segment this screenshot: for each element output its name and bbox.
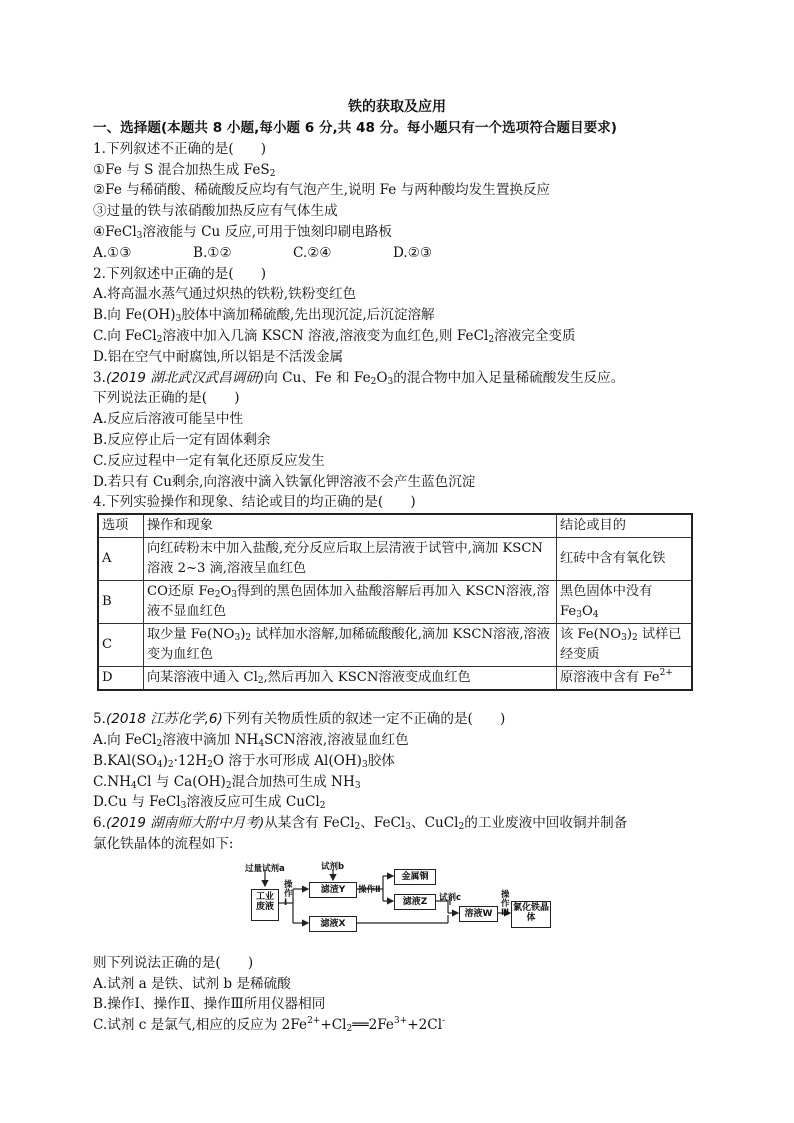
q5-option-c[interactable]: $C.NH_4Cl$ 与 $Ca(OH)_2$混合加热可生成 $NH_3$ <box>93 773 361 791</box>
q4-table <box>97 513 693 691</box>
q5-stem: 5.(2018 江苏化学,6)下列有关物质性质的叙述一定不正确的是( ) <box>93 711 506 728</box>
q3-stem-line2: 下列说法正确的是( ) <box>93 390 240 407</box>
question-list <box>93 118 703 1036</box>
q2-option-b[interactable]: B.向 $Fe(OH)_3$胶体中滴加稀硫酸,先出现沉淀,后沉淀溶解 <box>93 307 435 325</box>
q1-option-d[interactable]: D.②③ <box>393 244 433 261</box>
q4-stem: 4.下列实验操作和现象、结论或目的均正确的是( ) <box>93 494 416 511</box>
q6-source: (2019 湖南师大附中月考) <box>105 815 265 832</box>
label-reagent-a: 过量试剂a <box>245 863 285 874</box>
label-op3: 操作Ⅲ <box>501 889 510 918</box>
row-operation: CO还原 $Fe_2O_3$得到的黑色固体加入盐酸溶解后再加入 KSCN溶液,溶液不显血红色 <box>144 581 557 624</box>
q6-option-c[interactable]: C.试剂 c 是氯气,相应的反应为 $2Fe^{2+}+Cl_2══2Fe^{3+}+2Cl^-$ <box>93 1016 446 1035</box>
table-header-operation: 操作和现象 <box>144 514 557 538</box>
q5-source: (2018 江苏化学,6) <box>105 711 223 728</box>
q3-option-c[interactable]: C.反应过程中一定有氧化还原反应发生 <box>93 452 325 469</box>
q3-option-b[interactable]: B.反应停止后一定有固体剩余 <box>93 431 271 448</box>
table-header-option: 选项 <box>98 514 144 538</box>
q2-stem: 2.下列叙述中正确的是( ) <box>93 265 267 282</box>
node-fecl3-crystal: 氯化铁晶体 <box>511 901 551 928</box>
question-4 <box>93 492 703 691</box>
question-6 <box>93 813 703 1036</box>
row-conclusion: 该 $Fe(NO_3)_2$ 试样已经变质 <box>557 624 693 667</box>
q1-option-b[interactable]: B.①② <box>193 244 232 261</box>
q2-option-c[interactable]: C.向 FeCl$_2$溶液中加入几滴 KSCN 溶液,溶液变为血红色,则 FeCl$_2$溶液完全变质 <box>93 327 576 345</box>
row-operation: 向某溶液中通入 $Cl_2$,然后再加入 KSCN溶液变成血红色 <box>144 667 557 691</box>
question-3 <box>93 368 703 493</box>
q2-option-d[interactable]: D.铝在空气中耐腐蚀,所以铝是不活泼金属 <box>93 348 344 365</box>
q1-statement-4: ④FeCl$_3$溶液能与 Cu 反应,可用于蚀刻印刷电路板 <box>93 223 393 241</box>
node-residue-y: 滤渣Y <box>309 882 357 898</box>
table-row[interactable] <box>98 581 692 624</box>
question-2 <box>93 264 703 368</box>
question-5 <box>93 709 703 813</box>
row-conclusion: 黑色固体中没有 $Fe_3O_4$ <box>557 581 693 624</box>
row-conclusion: 红砖中含有氧化铁 <box>557 538 693 581</box>
row-option: C <box>98 624 144 667</box>
q1-statement-3: ③过量的铁与浓硝酸加热反应有气体生成 <box>93 203 338 220</box>
q2-option-a[interactable]: A.将高温水蒸气通过炽热的铁粉,铁粉变红色 <box>93 286 357 303</box>
q3-option-a[interactable]: A.反应后溶液可能呈中性 <box>93 411 244 428</box>
q5-option-b[interactable]: $B.KAl(SO_4)_2\cdot 12H_2O$ 溶于水可形成 $Al(OH)_3$胶体 <box>93 752 395 770</box>
q1-option-a[interactable]: A.①③ <box>93 244 132 261</box>
node-copper-metal: 金属铜 <box>394 869 436 885</box>
node-solution-w: 溶液W <box>459 906 498 922</box>
table-row[interactable] <box>98 538 692 581</box>
process-flowchart <box>243 859 563 949</box>
table-header-conclusion: 结论或目的 <box>557 514 693 538</box>
row-option: A <box>98 538 144 581</box>
q6-option-b[interactable]: B.操作Ⅰ、操作Ⅱ、操作Ⅲ所用仪器相同 <box>93 996 326 1013</box>
page-title: 铁的获取及应用 <box>348 99 446 115</box>
table-header-row <box>98 514 692 538</box>
q6-stem: 6.(2019 湖南师大附中月考)从某含有 FeCl$_2$、FeCl$_3$、CuCl$_2$的工业废液中回收铜并制备 <box>93 815 628 833</box>
label-reagent-b: 试剂b <box>321 861 345 872</box>
spacer <box>93 691 703 709</box>
row-operation: 取少量 $Fe(NO_3)_2$ 试样加水溶解,加稀硫酸酸化,滴加 KSCN溶液,溶液变为血红色 <box>144 624 557 667</box>
q6-question: 则下列说法正确的是( ) <box>93 954 254 971</box>
q1-statement-2: ②Fe 与稀硝酸、稀硫酸反应均有气泡产生,说明 Fe 与两种酸均发生置换反应 <box>93 182 551 199</box>
q5-option-d[interactable]: D.Cu 与 FeCl$_3$溶液反应可生成 CuCl$_2$ <box>93 794 326 812</box>
q3-option-d[interactable]: D.若只有 Cu剩余,向溶液中滴入铁氰化钾溶液不会产生蓝色沉淀 <box>93 473 476 490</box>
q3-source: (2019 湖北武汉武昌调研) <box>105 369 265 386</box>
row-option: B <box>98 581 144 624</box>
label-op2: 操作Ⅱ <box>358 884 381 895</box>
table-row[interactable] <box>98 667 692 691</box>
question-1 <box>93 139 703 264</box>
row-option: D <box>98 667 144 691</box>
node-filtrate-z: 滤液Z <box>394 894 436 910</box>
q6-option-a[interactable]: A.试剂 a 是铁、试剂 b 是稀硫酸 <box>93 975 291 992</box>
q1-option-c[interactable]: C.②④ <box>293 244 332 261</box>
node-filtrate-x: 滤液X <box>309 916 357 932</box>
label-reagent-c: 试剂c <box>439 892 462 903</box>
q6-stem-line2: 氯化铁晶体的流程如下: <box>93 835 234 852</box>
q1-stem: 1.下列叙述不正确的是( ) <box>93 140 267 157</box>
q1-statement-1: ①Fe 与 S 混合加热生成 FeS$_2$ <box>93 161 276 179</box>
q3-stem: 3.(2019 湖北武汉武昌调研)向 Cu、Fe 和 $Fe_2O_3$的混合物中加入足量稀硫酸发生反应。 <box>93 369 625 387</box>
row-conclusion: 原溶液中含有 $Fe^{2+}$ <box>557 667 693 691</box>
row-operation: 向红砖粉末中加入盐酸,充分反应后取上层清液于试管中,滴加 KSCN溶液 2~3 滴,溶液呈血红色 <box>144 538 557 581</box>
node-industrial-waste: 工业废液 <box>251 889 279 921</box>
q1-options <box>93 243 703 264</box>
label-op1: 操作Ⅰ <box>284 879 293 908</box>
q5-option-a[interactable]: A.向 FeCl$_2$溶液中滴加 $NH_4SCN$溶液,溶液显血红色 <box>93 731 409 749</box>
section-heading: 一、选择题(本题共 8 小题,每小题 6 分,共 48 分。每小题只有一个选项符合题目要求) <box>93 120 617 136</box>
table-row[interactable] <box>98 624 692 667</box>
